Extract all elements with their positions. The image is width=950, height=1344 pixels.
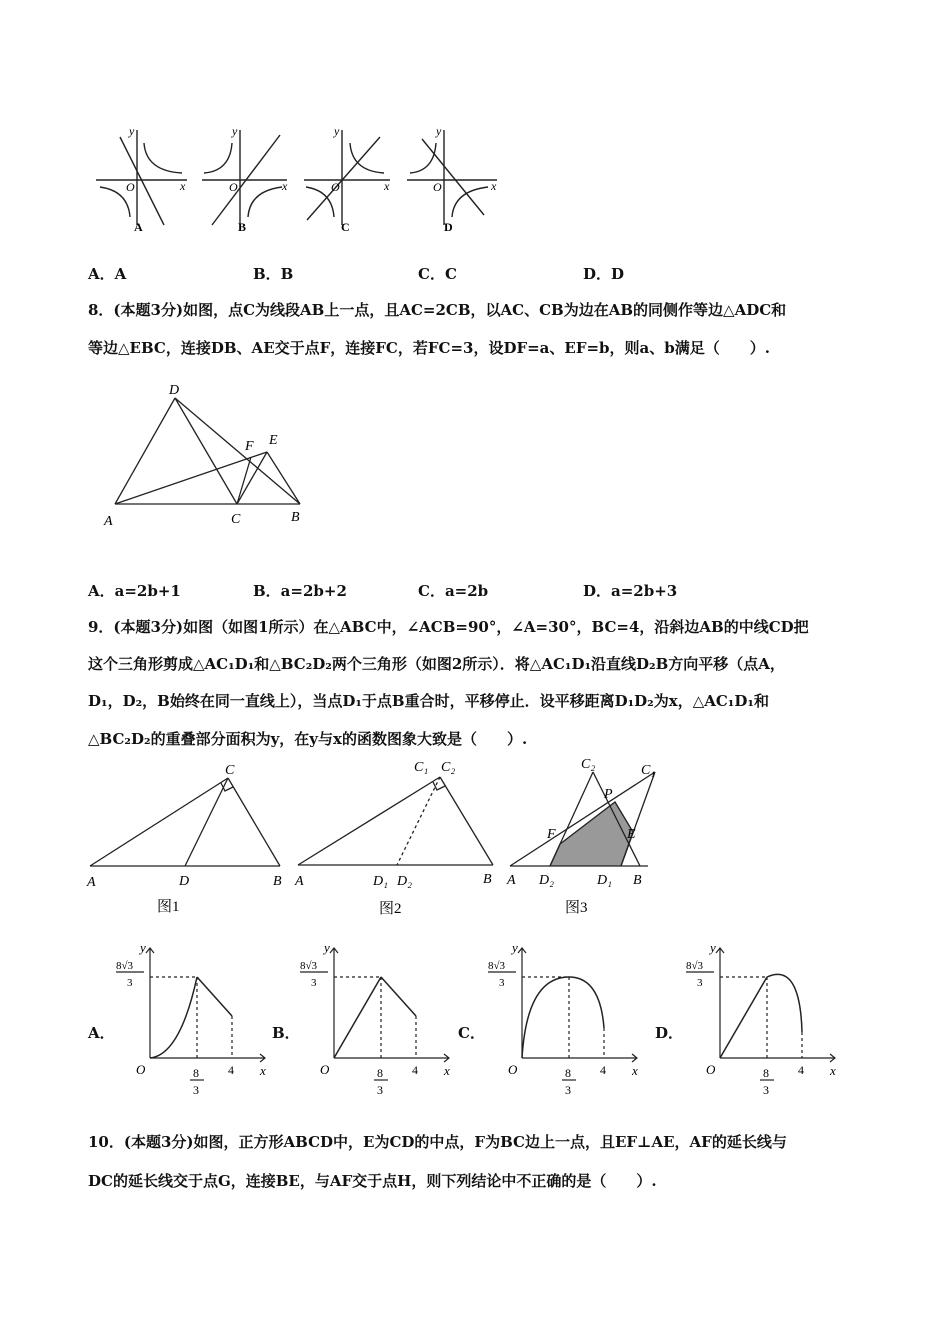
- q9a-y: y: [140, 940, 146, 955]
- q9a-xn: 8: [193, 1066, 199, 1080]
- q9-fig1-a: A: [87, 875, 96, 890]
- q9d-xn: 8: [763, 1066, 769, 1080]
- q7-graph-label-a: A: [134, 220, 143, 234]
- q7-a-x: x: [180, 179, 186, 193]
- q7-graphs: [92, 125, 512, 240]
- q9-figure-3: [505, 752, 665, 920]
- q9-fig3-b: B: [633, 873, 642, 888]
- q9c-xn: 8: [565, 1066, 571, 1080]
- q9b-yv: 8√3: [300, 960, 318, 972]
- q9c-o: O: [508, 1062, 518, 1077]
- q9-fig3-d2: D₂: [539, 873, 554, 888]
- q9-fig1-caption: 图1: [157, 899, 180, 915]
- q7-option-c[interactable]: C．C: [418, 265, 457, 283]
- q9-graph-d: [680, 940, 845, 1105]
- q9-fig3-c2: C₂: [581, 757, 596, 772]
- q7-graph-label-c: C: [341, 220, 350, 234]
- q7-d-origin: O: [433, 180, 442, 194]
- q9-fig3-p: P: [604, 787, 613, 802]
- q7-c-x: x: [384, 179, 390, 193]
- q9-fig2-a: A: [295, 874, 304, 889]
- q9-option-b[interactable]: B．: [272, 1024, 300, 1042]
- q7-graph-label-b: B: [238, 220, 247, 234]
- q9d-x: x: [830, 1063, 836, 1078]
- q8-label-b: B: [291, 510, 300, 525]
- q7-c-origin: O: [331, 180, 340, 194]
- q9-fig1-b: B: [273, 874, 282, 889]
- q9a-yd: 3: [127, 977, 133, 989]
- q9-fig3-caption: 图3: [565, 900, 588, 916]
- q8-label-d: D: [169, 383, 180, 398]
- q9d-xe: 4: [798, 1063, 804, 1077]
- q7-graph-b: [202, 130, 287, 225]
- q8-option-a[interactable]: A．a=2b+1: [88, 582, 181, 600]
- q9c-xe: 4: [600, 1063, 606, 1077]
- q9-option-c[interactable]: C．: [458, 1024, 485, 1042]
- q8-text-line2: 等边△EBC，连接DB、AE交于点F，连接FC，若FC=3，设DF=a、EF=b，则a、b满足（ ）.: [88, 339, 770, 357]
- q9c-xd: 3: [565, 1083, 571, 1097]
- q9b-y: y: [324, 940, 330, 955]
- q9d-yv: 8√3: [686, 960, 704, 972]
- q9-graph-b: [294, 940, 459, 1105]
- q7-d-x: x: [491, 179, 497, 193]
- q9d-xd: 3: [763, 1083, 769, 1097]
- q9-fig1-c: C: [225, 763, 235, 778]
- q9-fig2-caption: 图2: [379, 901, 402, 917]
- q9-fig2-c2: C₂: [441, 760, 456, 775]
- q9a-o: O: [136, 1062, 146, 1077]
- q8-option-b[interactable]: B．a=2b+2: [253, 582, 347, 600]
- q9b-x: x: [444, 1063, 450, 1078]
- q10-text-line1: 10．(本题3分)如图，正方形ABCD中，E为CD的中点，F为BC边上一点，且EF⊥AE，AF的延长线与: [88, 1133, 787, 1151]
- q8-figure: [95, 380, 325, 540]
- q10-text-line2: DC的延长线交于点G，连接BE，与AF交于点H，则下列结论中不正确的是（ ）.: [88, 1172, 657, 1190]
- q9b-yd: 3: [311, 977, 317, 989]
- q9c-x: x: [632, 1063, 638, 1078]
- q7-b-x: x: [282, 179, 288, 193]
- q9-fig2-d1: D₁: [373, 874, 388, 889]
- q7-graph-a: [96, 130, 187, 225]
- q9d-y: y: [710, 940, 716, 955]
- q7-option-a[interactable]: A．A: [88, 265, 127, 283]
- q8-label-c: C: [231, 512, 241, 527]
- q9-text-line1: 9．(本题3分)如图（如图1所示）在△ABC中，∠ACB=90°，∠A=30°，BC=4，沿斜边AB的中线CD把: [88, 618, 809, 636]
- q9-graph-a: [110, 940, 275, 1105]
- q9-text-line4: △BC₂D₂的重叠部分面积为y，在y与x的函数图象大致是（ ）.: [88, 730, 528, 748]
- q8-label-e: E: [269, 433, 278, 448]
- q9-text-line2: 这个三角形剪成△AC₁D₁和△BC₂D₂两个三角形（如图2所示）．将△AC₁D₁沿直线D₂B方向平移（点A，: [88, 655, 785, 673]
- q9-fig2-c1: C₁: [414, 760, 429, 775]
- q9-fig2-d2: D₂: [397, 874, 412, 889]
- q9b-xe: 4: [412, 1063, 418, 1077]
- q9-figure-2: [293, 755, 503, 920]
- q7-option-b[interactable]: B．B: [253, 265, 294, 283]
- q9c-yd: 3: [499, 977, 505, 989]
- q9b-xn: 8: [377, 1066, 383, 1080]
- q9-text-line3: D₁，D₂，B始终在同一直线上），当点D₁于点B重合时，平移停止．设平移距离D₁D₂为x，△AC₁D₁和: [88, 692, 769, 710]
- q8-label-f: F: [245, 439, 254, 454]
- q9d-o: O: [706, 1062, 716, 1077]
- q7-d-y: y: [436, 124, 442, 138]
- q8-option-d[interactable]: D．a=2b+3: [583, 582, 678, 600]
- q7-a-y: y: [129, 124, 135, 138]
- q9-fig3-a: A: [507, 873, 516, 888]
- q8-option-c[interactable]: C．a=2b: [418, 582, 489, 600]
- q9b-xd: 3: [377, 1083, 383, 1097]
- q7-graph-label-d: D: [444, 220, 453, 234]
- q8-label-a: A: [104, 514, 113, 529]
- q9a-xd: 3: [193, 1083, 199, 1097]
- q9a-yv: 8√3: [116, 960, 134, 972]
- q9-graph-c: [482, 940, 647, 1105]
- q9-fig3-d1: D₁: [597, 873, 612, 888]
- q7-graph-d: [407, 130, 497, 225]
- q9-figure-1: [85, 758, 295, 918]
- q9b-o: O: [320, 1062, 330, 1077]
- q9d-yd: 3: [697, 977, 703, 989]
- q7-b-y: y: [232, 124, 238, 138]
- q8-text-line1: 8．(本题3分)如图，点C为线段AB上一点，且AC=2CB，以AC、CB为边在AB的同侧作等边△ADC和: [88, 301, 787, 319]
- q7-graph-c: [304, 130, 390, 225]
- q9-fig3-c1: C₁: [641, 763, 656, 778]
- q9c-y: y: [512, 940, 518, 955]
- q9c-yv: 8√3: [488, 960, 506, 972]
- q7-b-origin: O: [229, 180, 238, 194]
- q9-option-a[interactable]: A．: [88, 1024, 115, 1042]
- q9a-x: x: [260, 1063, 266, 1078]
- q9-fig3-f: F: [547, 827, 556, 842]
- q9-option-d[interactable]: D．: [655, 1024, 684, 1042]
- q9-fig3-e: E: [627, 827, 636, 842]
- q9a-xe: 4: [228, 1063, 234, 1077]
- q7-c-y: y: [334, 124, 340, 138]
- q7-option-d[interactable]: D．D: [583, 265, 625, 283]
- q9-fig2-b: B: [483, 872, 492, 887]
- q7-a-origin: O: [126, 180, 135, 194]
- q9-fig1-d: D: [179, 874, 190, 889]
